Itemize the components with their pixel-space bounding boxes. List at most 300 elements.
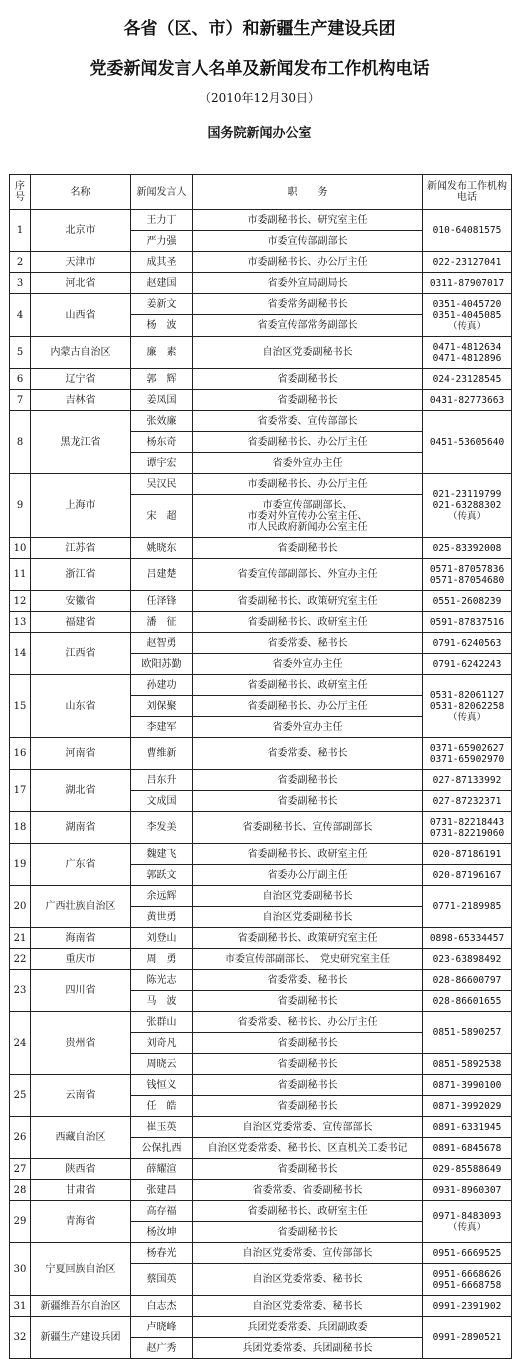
office-phone bbox=[423, 949, 512, 970]
row-seq: 27 bbox=[10, 1159, 31, 1180]
table-row bbox=[10, 369, 512, 390]
cell-line: 省委外宣办主任 bbox=[272, 721, 343, 733]
cell-line: 0991-2391902 bbox=[432, 1300, 502, 1312]
row-region: 新疆生产建设兵团 bbox=[31, 1317, 131, 1359]
table-row bbox=[10, 612, 512, 633]
cell-line: 0551-2608239 bbox=[432, 595, 502, 607]
spokesperson-duty bbox=[193, 1296, 423, 1317]
cell-line: （传真） bbox=[447, 511, 486, 522]
spokesperson-name: 薛耀渲 bbox=[131, 1159, 193, 1180]
row-seq: 6 bbox=[10, 369, 31, 390]
row-seq: 12 bbox=[10, 591, 31, 612]
spokesperson-name: 谭宇宏 bbox=[131, 453, 193, 474]
cell-line: 省委外宣办主任 bbox=[272, 658, 343, 670]
spokesperson-duty bbox=[193, 1159, 423, 1180]
row-region: 吉林省 bbox=[31, 390, 131, 411]
row-region: 山西省 bbox=[31, 294, 131, 337]
spokesperson-name: 周 勇 bbox=[131, 949, 193, 970]
spokesperson-duty bbox=[193, 559, 423, 591]
office-phone bbox=[423, 886, 512, 928]
office-phone bbox=[423, 1296, 512, 1317]
spokesperson-duty bbox=[193, 315, 423, 337]
row-region: 江西省 bbox=[31, 633, 131, 675]
cell-line: 0851-5890257 bbox=[432, 1027, 502, 1038]
row-region: 海南省 bbox=[31, 928, 131, 949]
row-seq: 13 bbox=[10, 612, 31, 633]
spokesperson-duty bbox=[193, 337, 423, 369]
cell-line: 省委常委、秘书长、办公厅主任 bbox=[237, 1016, 378, 1028]
spokesperson-duty bbox=[193, 717, 423, 738]
cell-line: 省委副秘书长、政策研究室主任 bbox=[237, 932, 378, 944]
spokesperson-name: 马 波 bbox=[131, 991, 193, 1012]
issuing-office: 国务院新闻办公室 bbox=[207, 126, 312, 141]
cell-line: 省委副秘书长、宣传部副部长 bbox=[242, 822, 373, 833]
spokesperson-duty bbox=[193, 390, 423, 411]
cell-line: 029-85588649 bbox=[432, 1163, 502, 1175]
cell-line: 自治区党委常委、秘书长 bbox=[252, 1300, 363, 1312]
row-seq: 15 bbox=[10, 675, 31, 738]
table-header-row bbox=[10, 175, 512, 210]
spokesperson-name: 杨汝坤 bbox=[131, 1222, 193, 1243]
row-seq: 9 bbox=[10, 474, 31, 538]
cell-line: 0371-65902627 bbox=[429, 742, 505, 754]
office-phone bbox=[423, 770, 512, 791]
table-row bbox=[10, 559, 512, 591]
cell-line: 省委常委、秘书长 bbox=[267, 637, 348, 649]
spokesperson-duty bbox=[193, 453, 423, 474]
spokesperson-name: 杨 波 bbox=[131, 315, 193, 337]
row-region: 河南省 bbox=[31, 738, 131, 770]
cell-line: 0771-2189985 bbox=[432, 901, 502, 912]
spokesperson-duty bbox=[193, 252, 423, 273]
row-region: 浙江省 bbox=[31, 559, 131, 591]
cell-line: 市委宣传部副部长、 bbox=[262, 499, 353, 511]
header-spokesperson: 新闻发言人 bbox=[131, 175, 193, 210]
spokesperson-name: 卢晓峰 bbox=[131, 1317, 193, 1338]
row-seq: 5 bbox=[10, 337, 31, 369]
cell-line: 市委宣传部副部长、 党史研究室主任 bbox=[225, 953, 390, 965]
spokesperson-duty bbox=[193, 738, 423, 770]
spokesperson-duty bbox=[193, 928, 423, 949]
office-phone bbox=[423, 1264, 512, 1296]
table-row bbox=[10, 633, 512, 654]
office-phone bbox=[423, 1054, 512, 1075]
spokesperson-name: 吴汉民 bbox=[131, 474, 193, 495]
cell-line: 023-63898492 bbox=[432, 953, 502, 965]
spokesperson-name: 杨东奇 bbox=[131, 432, 193, 453]
table-row bbox=[10, 474, 512, 495]
table-row bbox=[10, 1075, 512, 1096]
table-row bbox=[10, 1012, 512, 1033]
spokesperson-name: 任泽锋 bbox=[131, 591, 193, 612]
cell-line: 省委办公厅副主任 bbox=[267, 869, 348, 881]
cell-line: （传真） bbox=[447, 320, 486, 332]
spokesperson-name: 张效廉 bbox=[131, 411, 193, 432]
cell-line: 省委副秘书长、政策研究室主任 bbox=[237, 595, 378, 607]
table-row bbox=[10, 538, 512, 559]
table-row bbox=[10, 1296, 512, 1317]
spokesperson-name: 刘保聚 bbox=[131, 696, 193, 717]
cell-line: 市委宣传部副部长 bbox=[267, 235, 348, 247]
cell-line: 省委副秘书长、政研室主任 bbox=[247, 848, 368, 860]
row-region: 湖南省 bbox=[31, 812, 131, 844]
spokesperson-duty bbox=[193, 432, 423, 453]
spokesperson-duty bbox=[193, 1138, 423, 1159]
spokesperson-name: 陈光志 bbox=[131, 970, 193, 991]
spokesperson-name: 赵建国 bbox=[131, 273, 193, 294]
row-seq: 18 bbox=[10, 812, 31, 844]
row-seq: 8 bbox=[10, 411, 31, 474]
cell-line: 自治区党委常委、宣传部部长 bbox=[242, 1247, 373, 1259]
cell-line: 0311-87907017 bbox=[429, 277, 505, 289]
office-phone bbox=[423, 337, 512, 369]
spokesperson-name: 张群山 bbox=[131, 1012, 193, 1033]
row-seq: 24 bbox=[10, 1012, 31, 1075]
office-phone bbox=[423, 1180, 512, 1201]
table-row bbox=[10, 812, 512, 844]
office-phone bbox=[423, 1317, 512, 1359]
spokesperson-name: 赵智勇 bbox=[131, 633, 193, 654]
spokesperson-name: 刘奇凡 bbox=[131, 1033, 193, 1054]
spokesperson-name: 钱恒义 bbox=[131, 1075, 193, 1096]
spokesperson-name: 曹维新 bbox=[131, 738, 193, 770]
spokesperson-name: 成其圣 bbox=[131, 252, 193, 273]
row-region: 陕西省 bbox=[31, 1159, 131, 1180]
table-row bbox=[10, 1117, 512, 1138]
cell-line: 省委副秘书长、政研室主任 bbox=[247, 616, 368, 628]
cell-line: 0791-6240563 bbox=[432, 637, 502, 649]
cell-line: 市委对外宣传办公室主任、 bbox=[247, 510, 368, 522]
table-row bbox=[10, 770, 512, 791]
row-region: 广西壮族自治区 bbox=[31, 886, 131, 928]
office-phone bbox=[423, 538, 512, 559]
row-region: 广东省 bbox=[31, 844, 131, 886]
spokesperson-duty bbox=[193, 812, 423, 844]
cell-line: 省委副秘书长 bbox=[277, 1037, 338, 1049]
cell-line: 0731-82219060 bbox=[429, 827, 505, 839]
spokesperson-duty bbox=[193, 411, 423, 432]
cell-line: 0371-65902970 bbox=[429, 753, 505, 765]
spokesperson-duty bbox=[193, 675, 423, 696]
office-phone bbox=[423, 1075, 512, 1096]
office-phone bbox=[423, 970, 512, 991]
spokesperson-name: 杨春光 bbox=[131, 1243, 193, 1264]
cell-line: 0351-4045720 bbox=[432, 298, 502, 310]
spokesperson-name: 魏建飞 bbox=[131, 844, 193, 865]
row-seq: 20 bbox=[10, 886, 31, 928]
cell-line: 0531-82061127 bbox=[429, 689, 505, 701]
spokesperson-name: 崔玉英 bbox=[131, 1117, 193, 1138]
spokesperson-name: 张建昌 bbox=[131, 1180, 193, 1201]
spokesperson-duty bbox=[193, 1222, 423, 1243]
row-region: 四川省 bbox=[31, 970, 131, 1012]
cell-line: 0871-3990100 bbox=[432, 1079, 502, 1091]
spokesperson-duty bbox=[193, 770, 423, 791]
row-seq: 26 bbox=[10, 1117, 31, 1159]
spokesperson-duty bbox=[193, 273, 423, 294]
table-row bbox=[10, 675, 512, 696]
cell-line: 0898-65334457 bbox=[429, 932, 505, 944]
cell-line: 自治区党委副秘书长 bbox=[262, 911, 353, 923]
office-phone bbox=[423, 390, 512, 411]
office-phone bbox=[423, 844, 512, 865]
cell-line: 0851-5892538 bbox=[432, 1058, 502, 1070]
row-region: 上海市 bbox=[31, 474, 131, 538]
row-seq: 7 bbox=[10, 390, 31, 411]
table-row bbox=[10, 591, 512, 612]
cell-line: 省委外宣办主任 bbox=[272, 457, 343, 469]
office-phone bbox=[423, 654, 512, 675]
office-phone bbox=[423, 738, 512, 770]
header-duty: 职 务 bbox=[193, 175, 423, 210]
row-seq: 4 bbox=[10, 294, 31, 337]
row-seq: 19 bbox=[10, 844, 31, 886]
office-phone bbox=[423, 210, 512, 252]
cell-line: 0451-53605640 bbox=[429, 436, 505, 448]
cell-line: 市人民政府新闻办公室主任 bbox=[247, 521, 368, 533]
cell-line: 自治区党委常委、秘书长、区直机关工委书记 bbox=[207, 1142, 408, 1154]
table-row bbox=[10, 337, 512, 369]
row-seq: 23 bbox=[10, 970, 31, 1012]
office-phone bbox=[423, 559, 512, 591]
office-phone bbox=[423, 675, 512, 738]
spokesperson-duty bbox=[193, 1054, 423, 1075]
cell-line: （传真） bbox=[447, 1221, 486, 1233]
spokesperson-duty bbox=[193, 1180, 423, 1201]
row-region: 新疆维吾尔自治区 bbox=[31, 1296, 131, 1317]
spokesperson-duty bbox=[193, 1075, 423, 1096]
cell-line: 0951-6668758 bbox=[432, 1279, 502, 1291]
office-phone bbox=[423, 1117, 512, 1138]
row-region: 安徽省 bbox=[31, 591, 131, 612]
cell-line: 0351-4045085 bbox=[432, 309, 502, 321]
cell-line: 市委副秘书长、办公厅主任 bbox=[247, 256, 368, 268]
spokesperson-duty bbox=[193, 865, 423, 886]
spokesperson-duty bbox=[193, 538, 423, 559]
spokesperson-name: 潘 征 bbox=[131, 612, 193, 633]
spokesperson-name: 郭跃文 bbox=[131, 865, 193, 886]
cell-line: 027-87133992 bbox=[432, 774, 502, 786]
cell-line: 省委副秘书长 bbox=[277, 1079, 338, 1091]
row-seq: 28 bbox=[10, 1180, 31, 1201]
row-seq: 21 bbox=[10, 928, 31, 949]
cell-line: 025-83392008 bbox=[432, 542, 502, 554]
cell-line: 省委常委、宣传部部长 bbox=[257, 415, 358, 427]
spokesperson-name: 王力丁 bbox=[131, 210, 193, 231]
document-title-line1: 各省（区、市）和新疆生产建设兵团 bbox=[123, 19, 396, 39]
cell-line: 024-23128545 bbox=[432, 373, 502, 385]
row-seq: 11 bbox=[10, 559, 31, 591]
table-row bbox=[10, 886, 512, 907]
office-phone bbox=[423, 252, 512, 273]
spokesperson-duty bbox=[193, 1264, 423, 1296]
spokesperson-name: 蔡国英 bbox=[131, 1264, 193, 1296]
office-phone bbox=[423, 369, 512, 390]
cell-line: 0951-6669525 bbox=[432, 1247, 502, 1259]
cell-line: 0571-87054680 bbox=[429, 574, 505, 586]
spokesperson-name: 文成国 bbox=[131, 791, 193, 812]
office-phone bbox=[423, 591, 512, 612]
spokesperson-table bbox=[9, 174, 512, 1359]
row-seq: 31 bbox=[10, 1296, 31, 1317]
cell-line: 兵团党委常委、兵团副政委 bbox=[247, 1321, 368, 1333]
table-row bbox=[10, 949, 512, 970]
spokesperson-name: 吕东升 bbox=[131, 770, 193, 791]
office-phone bbox=[423, 991, 512, 1012]
office-phone bbox=[423, 1243, 512, 1264]
row-seq: 25 bbox=[10, 1075, 31, 1117]
spokesperson-name: 孙建功 bbox=[131, 675, 193, 696]
cell-line: 自治区党委副秘书长 bbox=[262, 347, 353, 358]
row-region: 辽宁省 bbox=[31, 369, 131, 390]
spokesperson-duty bbox=[193, 612, 423, 633]
office-phone bbox=[423, 865, 512, 886]
spokesperson-name: 宋 超 bbox=[131, 495, 193, 538]
row-region: 山东省 bbox=[31, 675, 131, 738]
row-region: 湖北省 bbox=[31, 770, 131, 812]
cell-line: 022-23127041 bbox=[432, 256, 502, 268]
cell-line: 省委外宣局副局长 bbox=[267, 277, 348, 289]
spokesperson-duty bbox=[193, 591, 423, 612]
row-seq: 1 bbox=[10, 210, 31, 252]
spokesperson-duty bbox=[193, 1012, 423, 1033]
row-region: 天津市 bbox=[31, 252, 131, 273]
spokesperson-duty bbox=[193, 210, 423, 231]
spokesperson-name: 任 皓 bbox=[131, 1096, 193, 1117]
cell-line: 省委副秘书长 bbox=[277, 1100, 338, 1112]
row-region: 重庆市 bbox=[31, 949, 131, 970]
cell-line: 020-87186191 bbox=[432, 848, 502, 860]
row-region: 甘肃省 bbox=[31, 1180, 131, 1201]
cell-line: 028-86600797 bbox=[432, 974, 502, 986]
table-row bbox=[10, 1201, 512, 1222]
document-date: （2010年12月30日） bbox=[198, 91, 321, 105]
row-seq: 16 bbox=[10, 738, 31, 770]
cell-line: 省委常委、秘书长 bbox=[267, 974, 348, 986]
row-seq: 29 bbox=[10, 1201, 31, 1243]
cell-line: 市委副秘书长、研究室主任 bbox=[247, 214, 368, 226]
row-seq: 17 bbox=[10, 770, 31, 812]
spokesperson-duty bbox=[193, 791, 423, 812]
spokesperson-duty bbox=[193, 886, 423, 907]
row-region: 宁夏回族自治区 bbox=[31, 1243, 131, 1296]
table-row bbox=[10, 210, 512, 231]
spokesperson-name: 高存福 bbox=[131, 1201, 193, 1222]
row-region: 贵州省 bbox=[31, 1012, 131, 1075]
cell-line: 省委副秘书长、政研室主任 bbox=[247, 1205, 368, 1217]
office-phone bbox=[423, 612, 512, 633]
spokesperson-name: 姚晓东 bbox=[131, 538, 193, 559]
spokesperson-duty bbox=[193, 949, 423, 970]
row-seq: 3 bbox=[10, 273, 31, 294]
cell-line: （传真） bbox=[447, 711, 486, 723]
spokesperson-name: 黄世勇 bbox=[131, 907, 193, 928]
spokesperson-name: 姜凤国 bbox=[131, 390, 193, 411]
office-phone bbox=[423, 1012, 512, 1054]
cell-line: 省委副秘书长 bbox=[277, 774, 338, 786]
spokesperson-name: 吕建楚 bbox=[131, 559, 193, 591]
spokesperson-duty bbox=[193, 844, 423, 865]
cell-line: 021-63288302 bbox=[432, 500, 502, 511]
spokesperson-duty bbox=[193, 1033, 423, 1054]
row-seq: 14 bbox=[10, 633, 31, 675]
spokesperson-duty bbox=[193, 696, 423, 717]
table-row bbox=[10, 928, 512, 949]
spokesperson-duty bbox=[193, 1201, 423, 1222]
office-phone bbox=[423, 812, 512, 844]
spokesperson-duty bbox=[193, 970, 423, 991]
cell-line: 0591-87837516 bbox=[429, 616, 505, 628]
row-region: 福建省 bbox=[31, 612, 131, 633]
cell-line: 0931-8960307 bbox=[432, 1184, 502, 1196]
table-row bbox=[10, 390, 512, 411]
row-seq: 22 bbox=[10, 949, 31, 970]
spokesperson-duty bbox=[193, 294, 423, 315]
spokesperson-duty bbox=[193, 231, 423, 252]
cell-line: 0431-82773663 bbox=[429, 394, 505, 406]
cell-line: 0951-6668626 bbox=[432, 1268, 502, 1280]
cell-line: 0891-6845678 bbox=[432, 1142, 502, 1154]
spokesperson-duty bbox=[193, 991, 423, 1012]
cell-line: 省委副秘书长 bbox=[277, 542, 338, 554]
spokesperson-name: 严力强 bbox=[131, 231, 193, 252]
cell-line: 0531-82062258 bbox=[429, 700, 505, 712]
office-phone bbox=[423, 791, 512, 812]
header-phone: 新闻发布工作机构电话 bbox=[423, 175, 512, 210]
cell-line: 省委副秘书长、政研室主任 bbox=[247, 679, 368, 691]
cell-line: 省委副秘书长 bbox=[277, 1226, 338, 1238]
office-phone bbox=[423, 1201, 512, 1243]
spokesperson-duty bbox=[193, 369, 423, 390]
header-name: 名称 bbox=[31, 175, 131, 210]
office-phone bbox=[423, 1159, 512, 1180]
cell-line: 省委副秘书长 bbox=[277, 795, 338, 807]
cell-line: 省委副秘书长、办公厅主任 bbox=[247, 700, 368, 712]
cell-line: 0571-87057836 bbox=[429, 563, 505, 575]
row-region: 北京市 bbox=[31, 210, 131, 252]
row-region: 江苏省 bbox=[31, 538, 131, 559]
cell-line: 自治区党委常委、宣传部部长 bbox=[242, 1121, 373, 1133]
spokesperson-duty bbox=[193, 495, 423, 538]
table-row bbox=[10, 970, 512, 991]
spokesperson-name: 欧阳苏勤 bbox=[131, 654, 193, 675]
spokesperson-duty bbox=[193, 1117, 423, 1138]
office-phone bbox=[423, 474, 512, 538]
spokesperson-duty bbox=[193, 1096, 423, 1117]
cell-line: 省委副秘书长 bbox=[277, 995, 338, 1007]
office-phone bbox=[423, 273, 512, 294]
cell-line: 省委常委、省委副秘书长 bbox=[252, 1184, 363, 1196]
row-region: 云南省 bbox=[31, 1075, 131, 1117]
spokesperson-name: 廉 素 bbox=[131, 337, 193, 369]
office-phone bbox=[423, 294, 512, 337]
spokesperson-name: 李建军 bbox=[131, 717, 193, 738]
row-region: 西藏自治区 bbox=[31, 1117, 131, 1159]
spokesperson-duty bbox=[193, 474, 423, 495]
cell-line: 自治区党委副秘书长 bbox=[262, 890, 353, 902]
cell-line: 0971-8483093 bbox=[432, 1210, 502, 1222]
row-seq: 30 bbox=[10, 1243, 31, 1296]
cell-line: 028-86601655 bbox=[432, 995, 502, 1007]
row-seq: 10 bbox=[10, 538, 31, 559]
cell-line: 0471-4812634 bbox=[432, 341, 502, 353]
spokesperson-name: 周晓云 bbox=[131, 1054, 193, 1075]
table-row bbox=[10, 273, 512, 294]
spokesperson-name: 白志杰 bbox=[131, 1296, 193, 1317]
spokesperson-duty bbox=[193, 1243, 423, 1264]
cell-line: 省委副秘书长 bbox=[277, 1058, 338, 1070]
cell-line: 市委副秘书长、办公厅主任 bbox=[247, 478, 368, 490]
